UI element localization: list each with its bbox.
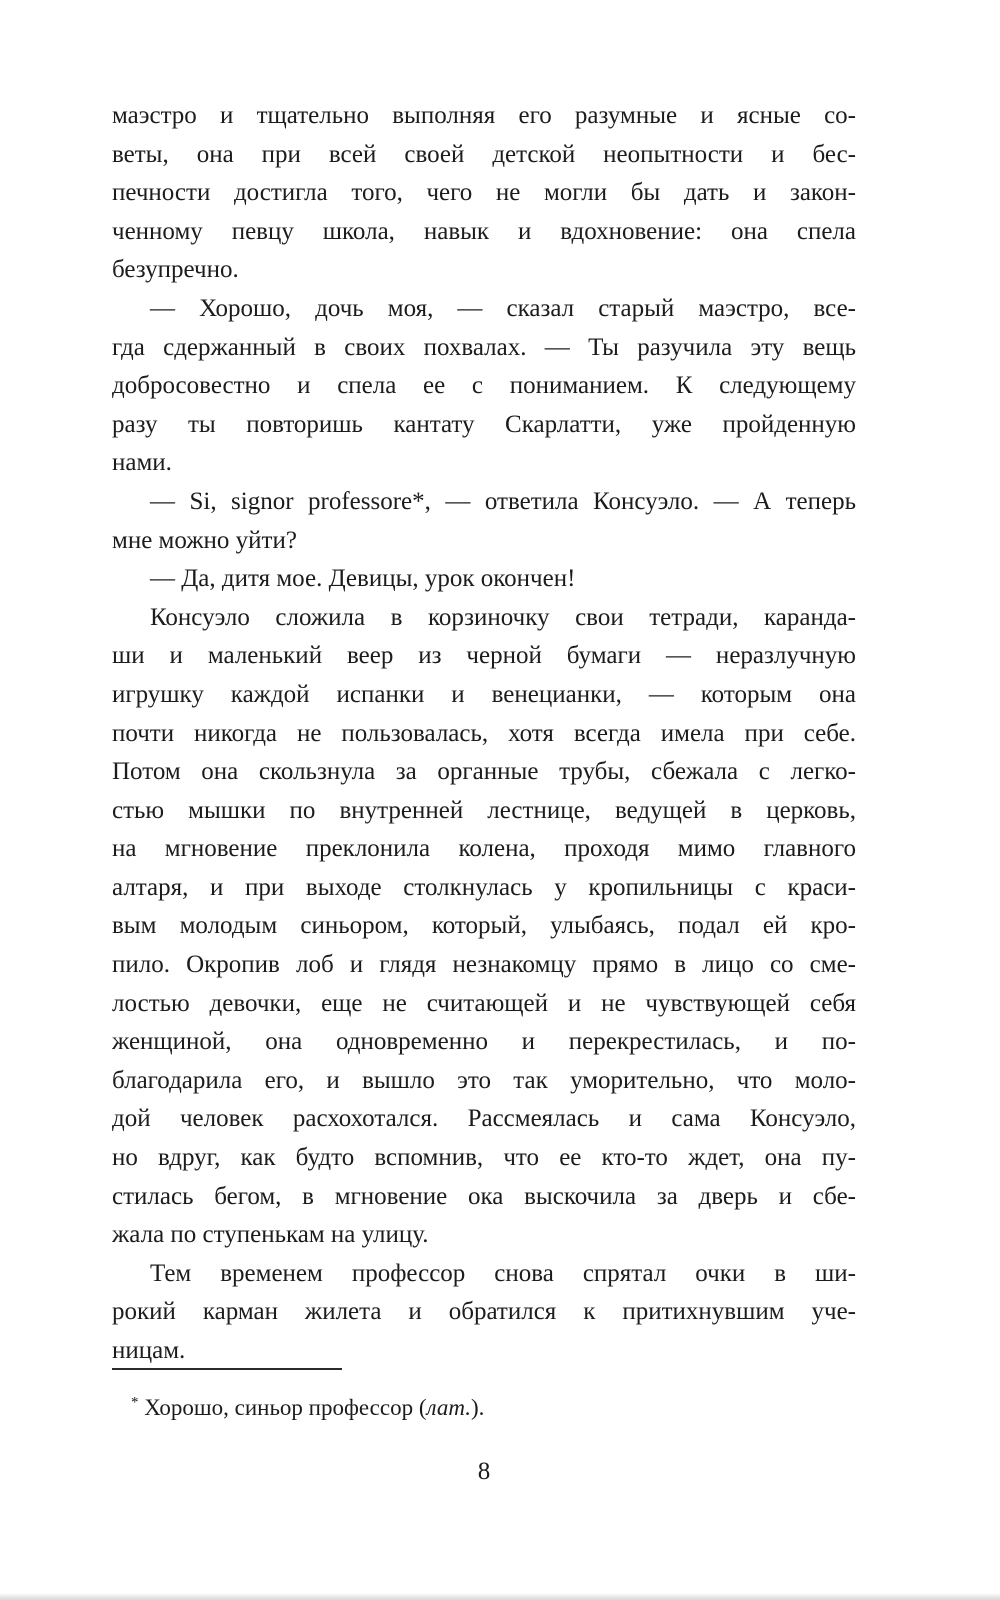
paragraph <box>112 483 856 560</box>
text-line: пило. Окропив лоб и глядя незнакомцу прямо в лицо со сме- <box>112 951 856 979</box>
text-line: игрушку каждой испанки и венецианки, — которым она <box>112 680 856 708</box>
text-line: благодарила его, и вышло это так уморительно, что моло- <box>112 1066 856 1094</box>
text-line: ницам. <box>112 1337 186 1364</box>
scan-edge-bottom <box>0 1593 1000 1600</box>
text-line: стью мышки по внутренней лестнице, ведущей в церковь, <box>112 796 856 824</box>
text-line: веты, она при всей своей детской неопытности и бес- <box>112 140 856 168</box>
text-line: разу ты повторишь кантату Скарлатти, уже пройденную <box>112 410 856 438</box>
paragraph <box>112 599 856 1255</box>
paragraph <box>112 97 856 290</box>
text-line: жала по ступенькам на улицу. <box>112 1221 429 1249</box>
text-line: стилась бегом, в мгновение ока выскочила за дверь и сбе- <box>112 1182 856 1210</box>
text-line: мне можно уйти? <box>112 526 297 554</box>
text-line: дой человек расхохотался. Рассмеялась и сама Консуэло, <box>112 1105 856 1133</box>
text-line: печности достигла того, чего не могли бы дать и закон- <box>112 179 856 207</box>
footnote-rule <box>112 1368 342 1370</box>
text-line: гда сдержанный в своих похвалах. — Ты разучила эту вещь <box>112 333 856 361</box>
paragraph <box>112 290 856 483</box>
paragraph <box>112 1255 856 1371</box>
text-line: рокий карман жилета и обратился к притихнувшим уче- <box>112 1298 856 1326</box>
text-line: безупречно. <box>112 256 239 284</box>
text-line: вым молодым синьором, который, улыбаясь, подал ей кро- <box>112 912 856 940</box>
text-line: почти никогда не пользовалась, хотя всегда имела при себе. <box>112 719 856 747</box>
footnote <box>112 1368 856 1424</box>
text-line: алтаря, и при выходе столкнулась у кропильницы с краси- <box>112 873 856 901</box>
paragraph <box>112 560 856 599</box>
footnote-text: * Хорошо, синьор профессор (лат.). <box>131 1394 485 1420</box>
text-line: Потом она скользнула за органные трубы, сбежала с легко- <box>112 758 856 786</box>
text-line: но вдруг, как будто вспомнив, что ее кто-то ждет, она пу- <box>112 1144 856 1172</box>
text-line: на мгновение преклонила колена, проходя мимо главного <box>112 835 856 863</box>
text-line: ши и маленький веер из черной бумаги — неразлучную <box>112 642 856 670</box>
text-line: нами. <box>112 449 172 477</box>
text-block <box>112 97 856 1371</box>
text-line: Консуэло сложила в корзиночку свои тетради, каранда- <box>150 603 856 631</box>
text-line: лостью девочки, еще не считающей и не чувствующей себя <box>112 989 856 1017</box>
page-number: 8 <box>477 1458 491 1485</box>
text-line: добросовестно и спела ее с пониманием. К следующему <box>112 372 856 400</box>
text-line: — Si, signor professore*, — ответила Консуэло. — А теперь <box>150 487 856 515</box>
footnote-marker: * <box>131 1394 139 1411</box>
text-line: Тем временем профессор снова спрятал очки в ши- <box>150 1259 856 1287</box>
text-line: ченному певцу школа, навык и вдохновение: она спела <box>112 217 856 245</box>
text-line: женщиной, она одновременно и перекрестилась, и по- <box>112 1028 856 1056</box>
text-line: маэстро и тщательно выполняя его разумные и ясные со- <box>112 102 856 129</box>
text-line: — Да, дитя мое. Девицы, урок окончен! <box>150 565 576 593</box>
text-line: — Хорошо, дочь моя, — сказал старый маэстро, все- <box>150 294 856 322</box>
